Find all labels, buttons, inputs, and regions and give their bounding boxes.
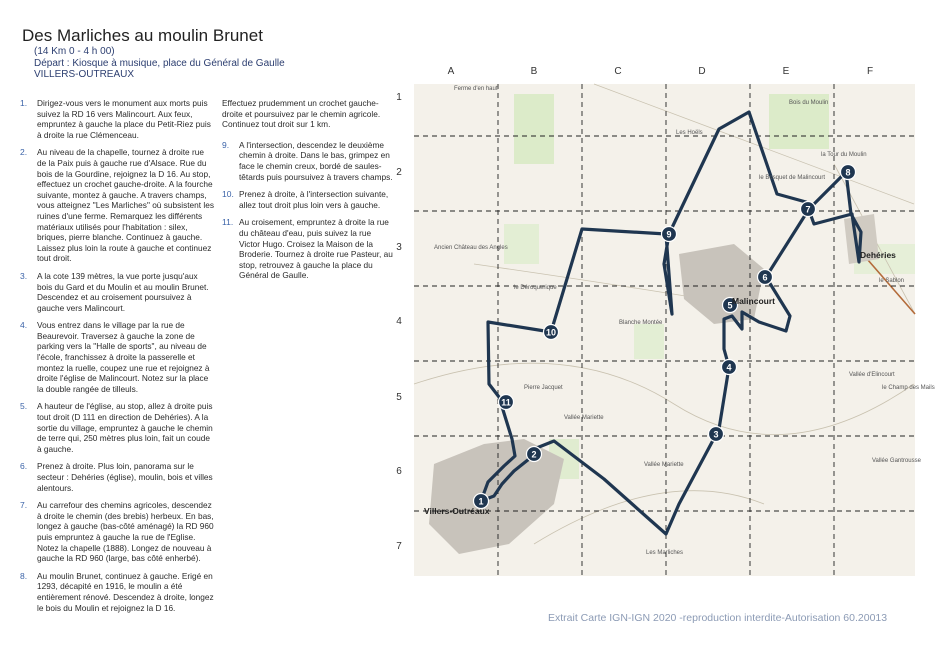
direction-step: [20, 461, 215, 493]
map-row-label: 7: [396, 541, 402, 552]
place-label: Vallée Mariette: [644, 462, 684, 468]
waypoint-marker: [722, 360, 737, 375]
waypoint-number: 2: [531, 449, 537, 460]
step-number: 11.: [222, 217, 234, 228]
step-number: 8.: [20, 570, 28, 581]
place-label: Vallée Gantrousse: [872, 458, 921, 464]
start-point: Départ : Kiosque à musique, place du Général de Gaulle: [34, 58, 285, 69]
waypoint-marker: [841, 165, 856, 180]
place-label: le Déroquerique: [514, 285, 557, 291]
map-row-label: 4: [396, 316, 402, 327]
map-row-label: 1: [396, 92, 402, 103]
place-label: Pierre Jacquet: [524, 385, 563, 391]
place-label: Blanche Montée: [619, 320, 663, 326]
step-number: 2.: [20, 147, 28, 158]
place-label: Malincourt: [732, 296, 775, 306]
place-label: le Champ des Mails: [882, 385, 935, 391]
step-number: 5.: [20, 401, 28, 412]
direction-step: [222, 217, 394, 281]
step-text: Prenez à droite, à l'intersection suivante, allez tout droit plus loin vers à gauche.: [239, 189, 389, 210]
waypoint-number: 1: [478, 496, 484, 507]
map-column-label: C: [614, 66, 622, 77]
place-label: Ferme d'en haut: [454, 86, 498, 92]
place-label: Les Marliches: [646, 550, 684, 556]
directions-column-1: [20, 98, 215, 620]
place-label: Ancien Château des Angles: [434, 245, 508, 251]
waypoint-number: 9: [666, 229, 672, 240]
step-text: Prenez à droite. Plus loin, panorama sur le secteur : Dehéries (église), moulin, bois et villes alentours.: [37, 461, 213, 493]
place-label: la Tour du Moulin: [821, 152, 867, 158]
waypoint-number: 8: [845, 167, 851, 178]
map-column-label: D: [698, 66, 706, 77]
place-label: Villers-Outréaux: [424, 506, 490, 516]
waypoint-number: 5: [727, 300, 733, 311]
map-credit: Extrait Carte IGN-IGN 2020 -reproduction interdite-Autorisation 60.20013: [548, 612, 888, 624]
waypoint-number: 4: [726, 362, 732, 373]
route-map: [414, 84, 935, 576]
map-column-label: A: [447, 66, 455, 77]
waypoint-number: 6: [762, 272, 768, 283]
step-number: 6.: [20, 461, 28, 472]
waypoint-number: 3: [713, 429, 719, 440]
distance-duration: (14 Km 0 - 4 h 00): [34, 46, 115, 57]
step-text: A l'intersection, descendez le deuxième chemin à droite. Dans le bas, grimpez en face le chemin creux, bordé de saules-têtards puis poursuivez à travers champs.: [239, 139, 393, 182]
step-text: A hauteur de l'église, au stop, allez à droite puis tout droit (D 111 en direction de Dehéries). A la sortie du village, empruntez à gauche le chemin de terre qui, 250 mètres plus loin, fait un coude à gauche.: [37, 401, 213, 454]
step-text: Vous entrez dans le village par la rue de Beaurevoir. Traversez à gauche la zone de parking vers la "Halle de sports", au niveau de l'école, franchissez à droite la passerelle et montez la ruelle, coupez une rue et rejoignez à droite l'église de Malincourt. Notez sur la place la double rangée de tilleuls.: [37, 320, 210, 394]
step-text: Au moulin Brunet, continuez à gauche. Erigé en 1293, décapité en 1916, le moulin a été entièrement rénové. Descendez à droite, longez le bois du Moulin et rejoignez la D 16.: [37, 570, 214, 613]
waypoint-marker: [527, 447, 542, 462]
direction-step: [20, 500, 215, 564]
direction-step: [20, 320, 215, 394]
waypoint-marker: [801, 202, 816, 217]
waypoint-number: 10: [545, 327, 557, 338]
waypoint-number: 11: [501, 397, 511, 408]
step-text: Au carrefour des chemins agricoles, descendez à droite le chemin (des brebis) herbeux. En bas, longez à gauche (bas-côté aménagé) la RD 960 puis empruntez à gauche la rue de l'Eglise. Notez la chapelle (1888). Longez de nouveau à gauche la RD 960 (large, bas côté enherbé).: [37, 500, 214, 564]
place-label: le Bosquet de Malincourt: [759, 175, 826, 181]
place-label: Vallée d'Elincourt: [849, 372, 895, 378]
place-label: Vallée Mariette: [564, 415, 604, 421]
direction-step: [20, 401, 215, 454]
step-text: Au niveau de la chapelle, tournez à droite rue de la Paix puis à gauche rue d'Alsace. Rue du bois de la Gourdine, rejoignez la D 16. Au stop, effectuez un crochet gauche-droite. A la fourche suivante, montez à gauche. A travers champs, vous atteignez "Les Marliches" où subsistent les ruines d'une ferme. Remarquez les différents matériaux utilisés pour l'habitation : silex, briques, pierre blanche. Continuez à gauche. Laissez plus loin la route à gauche et continuez tout droit.: [37, 147, 214, 264]
step-8-continuation: Effectuez prudemment un crochet gauche-droite et poursuivez par le chemin agricole. Continuez tout droit sur 1 km.: [222, 98, 381, 130]
direction-step: [222, 140, 394, 182]
direction-step: [222, 189, 394, 210]
direction-step: [20, 147, 215, 264]
page-title: Des Marliches au moulin Brunet: [22, 26, 263, 45]
waypoint-marker: [662, 227, 677, 242]
waypoint-marker: [499, 395, 514, 410]
direction-step: [20, 98, 215, 140]
waypoint-marker: [709, 427, 724, 442]
waypoint-marker: [758, 270, 773, 285]
step-number: 7.: [20, 500, 28, 511]
step-number: 10.: [222, 189, 234, 200]
map-column-label: B: [530, 66, 538, 77]
map-row-label: 5: [396, 392, 402, 403]
map-row-label: 3: [396, 242, 402, 253]
step-number: 4.: [20, 320, 28, 331]
direction-step: [20, 271, 215, 313]
map-row-label: 6: [396, 466, 402, 477]
map-row-label: 2: [396, 167, 402, 178]
map-column-label: F: [866, 66, 874, 77]
waypoint-marker: [544, 325, 559, 340]
place-label: Bois du Moulin: [789, 100, 829, 106]
town-name: VILLERS-OUTREAUX: [34, 69, 135, 80]
directions-column-2: [222, 98, 394, 288]
map-column-label: E: [782, 66, 790, 77]
step-number: 3.: [20, 270, 28, 281]
direction-step: [20, 571, 215, 613]
step-text: Dirigez-vous vers le monument aux morts puis suivez la RD 16 vers Malincourt. Aux feux, empruntez à gauche la place du Petit-Riez puis à droite la rue Clémenceau.: [37, 98, 211, 140]
step-text: Au croisement, empruntez à droite la rue du château d'eau, puis suivez la rue Victor Hugo. Croisez la Maison de la Broderie. Tournez à droite rue Pasteur, au stop, retrouvez à gauche la place du Général de Gaulle.: [239, 217, 393, 281]
waypoint-number: 7: [805, 204, 811, 215]
step-number: 9.: [222, 139, 230, 150]
step-number: 1.: [20, 98, 28, 108]
place-label: Dehéries: [860, 250, 896, 260]
place-label: Les Hoëls: [676, 130, 703, 136]
step-text: A la cote 139 mètres, la vue porte jusqu'aux bois du Gard et du Moulin et au moulin Brunet. Descendez et au croisement poursuivez à gauche vers Malincourt.: [37, 270, 209, 313]
place-label: le Sablon: [879, 278, 905, 284]
